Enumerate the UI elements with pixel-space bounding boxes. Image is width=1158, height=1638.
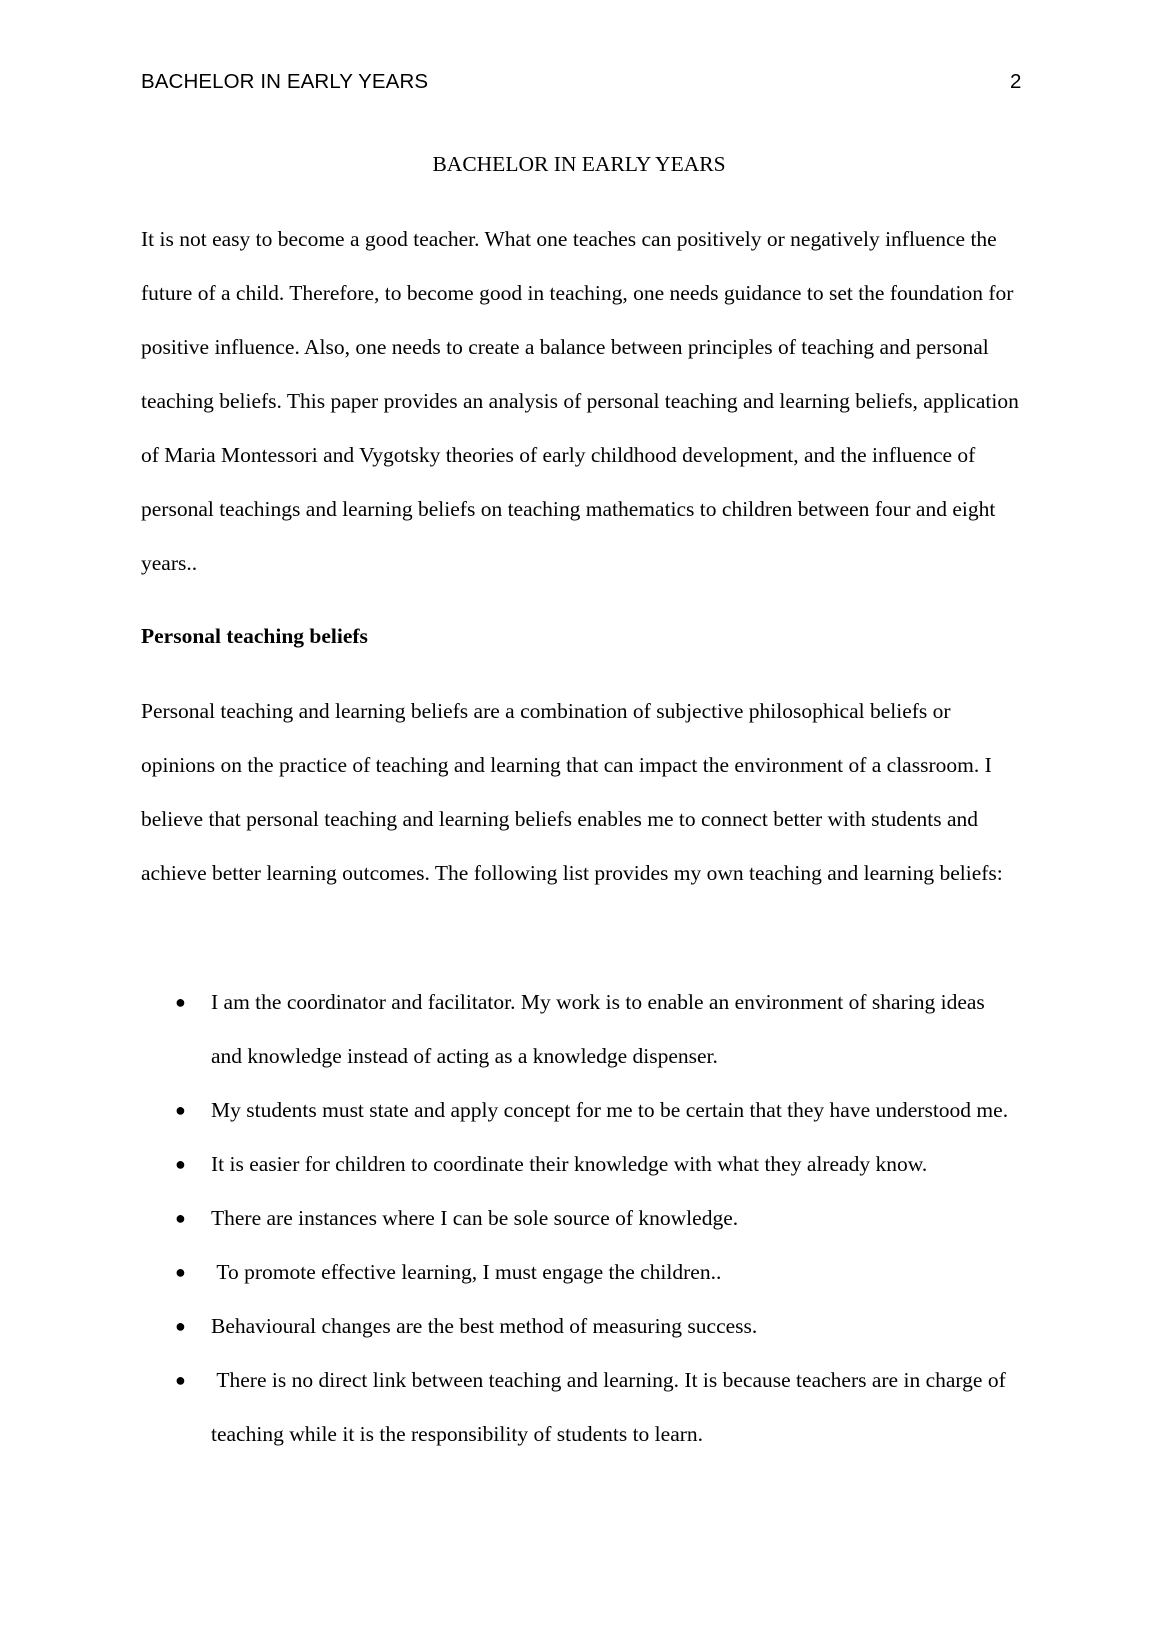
list-item <box>141 1245 1021 1299</box>
list-item-text: Behavioural changes are the best method of measuring success. <box>211 1314 758 1338</box>
beliefs-paragraph: Personal teaching and learning beliefs are a combination of subjective philosophical beliefs or opinions on the practice of teaching and learning that can impact the environment of a classroom. I believe that personal teaching and learning beliefs enables me to connect better with students and achieve better learning outcomes. The following list provides my own teaching and learning beliefs: <box>141 699 1003 885</box>
list-item <box>141 1137 1021 1191</box>
list-item-text: There is no direct link between teaching and learning. It is because teachers are in charge of teaching while it is the responsibility of students to learn. <box>211 1368 1012 1446</box>
list-item-text: To promote effective learning, I must engage the children.. <box>211 1260 722 1284</box>
list-item <box>141 1083 1021 1137</box>
list-item-text: I am the coordinator and facilitator. My work is to enable an environment of sharing ideas and knowledge instead of acting as a knowledge dispenser. <box>211 990 985 1068</box>
list-item-text: It is easier for children to coordinate their knowledge with what they already know. <box>211 1152 928 1176</box>
list-item <box>141 1353 1021 1461</box>
page-number: 2 <box>1010 70 1022 93</box>
list-item-text: My students must state and apply concept for me to be certain that they have understood me. <box>211 1098 1009 1122</box>
list-item <box>141 975 1021 1083</box>
bullet-icon: ● <box>175 1208 186 1228</box>
bullet-icon: ● <box>175 1370 186 1390</box>
list-item-text: There are instances where I can be sole source of knowledge. <box>211 1206 739 1230</box>
section-heading: Personal teaching beliefs <box>141 624 368 648</box>
beliefs-list <box>141 975 1021 1461</box>
document-title: BACHELOR IN EARLY YEARS <box>432 152 726 176</box>
intro-paragraph: It is not easy to become a good teacher. What one teaches can positively or negatively influence the future of a child. Therefore, to become good in teaching, one needs guidance to set the foundation for positive influence. Also, one needs to create a balance between principles of teaching and personal teaching beliefs. This paper provides an analysis of personal teaching and learning beliefs, application of Maria Montessori and Vygotsky theories of early childhood development, and the influence of personal teachings and learning beliefs on teaching mathematics to children between four and eight years.. <box>141 227 1019 575</box>
bullet-icon: ● <box>175 1316 186 1336</box>
list-item <box>141 1191 1021 1245</box>
bullet-icon: ● <box>175 1154 186 1174</box>
running-head: BACHELOR IN EARLY YEARS <box>141 70 429 93</box>
bullet-icon: ● <box>175 1100 186 1120</box>
bullet-icon: ● <box>175 992 186 1012</box>
list-item <box>141 1299 1021 1353</box>
bullet-icon: ● <box>175 1262 186 1282</box>
